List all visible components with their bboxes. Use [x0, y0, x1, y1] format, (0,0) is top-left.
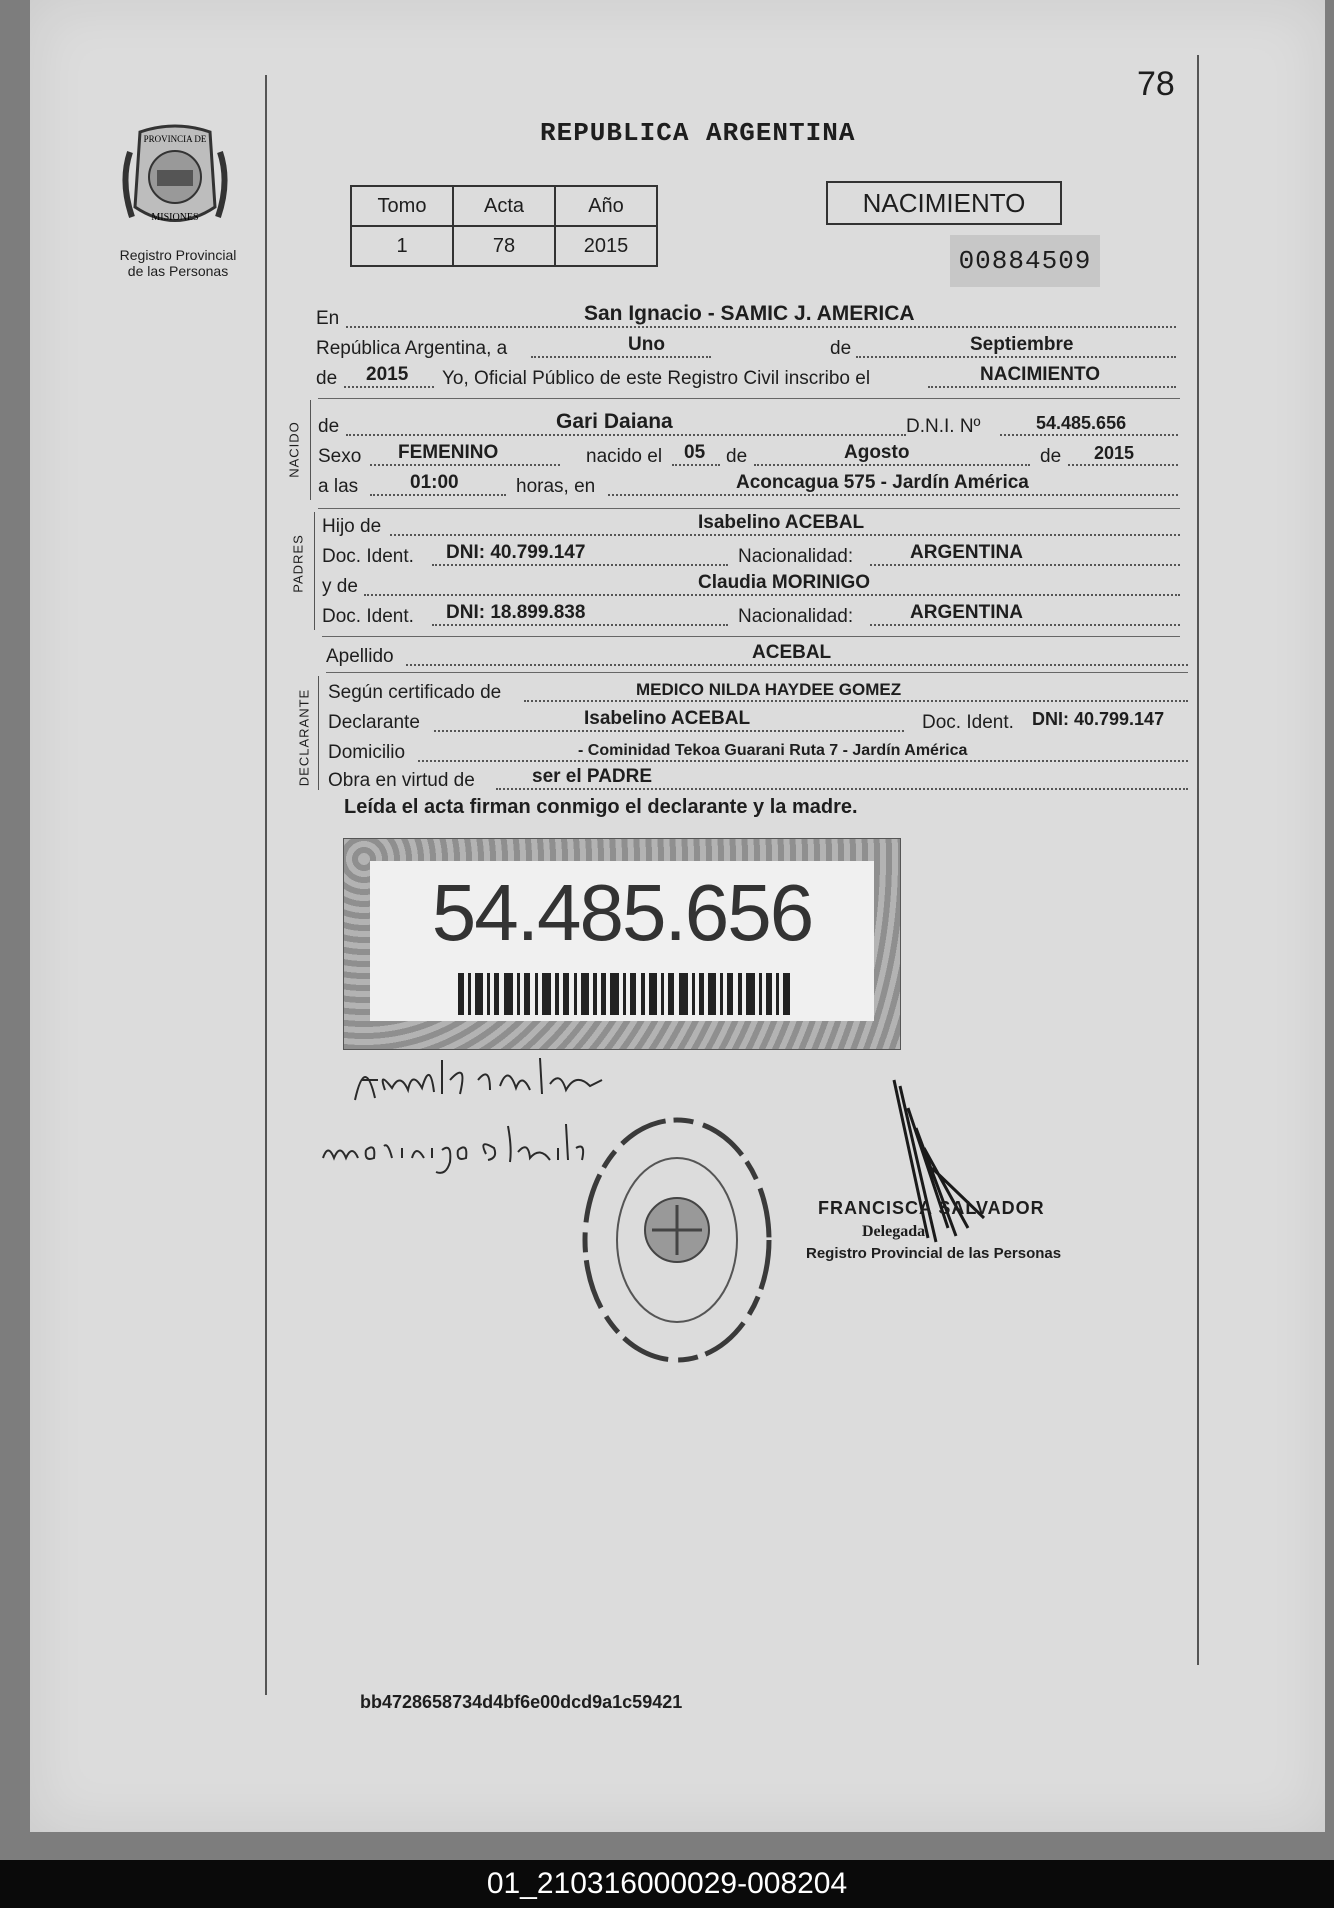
- declarante-bracket: [318, 676, 319, 790]
- row-obra: [328, 766, 1188, 792]
- de-label-2: de: [726, 446, 748, 467]
- registry-value-acta: 78: [453, 226, 555, 266]
- section-separator: [318, 508, 1180, 509]
- registry-header-acta: Acta: [453, 186, 555, 226]
- registry-value-row: [351, 226, 657, 266]
- footer-file-id: 01_210316000029-008204: [0, 1860, 1334, 1908]
- sticker-panel: [370, 861, 874, 1021]
- obra-value: ser el PADRE: [532, 766, 653, 787]
- row-domicilio: [328, 738, 1188, 764]
- republica-label: República Argentina, a: [316, 338, 508, 359]
- serial-number: 00884509: [950, 235, 1100, 287]
- day-value: Uno: [628, 334, 665, 355]
- row-hijo: [322, 512, 1180, 538]
- certificado-value: MEDICO NILDA HAYDEE GOMEZ: [636, 680, 902, 699]
- section-separator: [322, 636, 1180, 637]
- birth-day: 05: [684, 442, 706, 463]
- page-number: 78: [1137, 65, 1175, 103]
- right-margin-line: [1197, 55, 1199, 1665]
- official-role: Delegada: [862, 1223, 926, 1240]
- month-value: Septiembre: [970, 334, 1074, 355]
- declarante-value: Isabelino ACEBAL: [584, 708, 751, 729]
- birth-month: Agosto: [844, 442, 910, 463]
- a-las-label: a las: [318, 476, 359, 497]
- logo-caption-line2: de las Personas: [127, 263, 229, 279]
- father-name: Isabelino ACEBAL: [698, 512, 865, 533]
- registry-value-tomo: 1: [351, 226, 453, 266]
- father-nat-label: Nacionalidad:: [738, 546, 854, 567]
- row-en: [316, 304, 1180, 330]
- sexo-value: FEMENINO: [398, 442, 499, 463]
- official-name: FRANCISCA SALVADOR: [818, 1198, 1045, 1218]
- seal-text-bottom: MISIONES: [151, 212, 199, 223]
- province-seal-logo: [120, 122, 230, 242]
- signature-morinigo-claudia: [318, 1118, 598, 1178]
- page-title: REPUBLICA ARGENTINA: [540, 118, 856, 148]
- mother-doc-label: Doc. Ident.: [322, 606, 414, 627]
- en-label: En: [316, 308, 340, 329]
- sexo-label: Sexo: [318, 446, 362, 467]
- nacido-bracket: [310, 400, 311, 500]
- domicilio-label: Domicilio: [328, 742, 406, 763]
- row-mother-doc: [322, 602, 1180, 628]
- row-apellido: [326, 642, 1188, 668]
- birth-place: Aconcagua 575 - Jardín América: [736, 472, 1029, 493]
- record-type-box: NACIMIENTO: [826, 181, 1062, 225]
- father-nationality: ARGENTINA: [910, 542, 1023, 563]
- row-declarante: [328, 708, 1188, 734]
- year-value: 2015: [366, 364, 409, 385]
- document-hash: bb4728658734d4bf6e00dcd9a1c59421: [360, 1692, 683, 1712]
- declarante-section-label: DECLARANTE: [296, 688, 312, 787]
- row-nacido-name: [318, 412, 1180, 438]
- declarante-doc-value: DNI: 40.799.147: [1032, 709, 1165, 729]
- mother-doc: DNI: 18.899.838: [446, 602, 586, 623]
- registry-table: [350, 185, 658, 267]
- father-doc-label: Doc. Ident.: [322, 546, 414, 567]
- mother-nationality: ARGENTINA: [910, 602, 1023, 623]
- row-republica: [316, 334, 1180, 360]
- registry-value-anio: 2015: [555, 226, 657, 266]
- de-label: de: [830, 338, 852, 359]
- year-prefix-label: de: [316, 368, 338, 389]
- obra-label: Obra en virtud de: [328, 770, 475, 791]
- apellido-label: Apellido: [326, 646, 394, 667]
- padres-bracket: [314, 512, 315, 630]
- oficial-text: Yo, Oficial Público de este Registro Civil inscribo el: [442, 368, 871, 389]
- logo-caption-line1: Registro Provincial: [119, 247, 237, 263]
- nacido-section-label: NACIDO: [286, 421, 302, 478]
- de-label-3: de: [1040, 446, 1062, 467]
- birth-hour: 01:00: [410, 472, 459, 493]
- father-doc: DNI: 40.799.147: [446, 542, 586, 563]
- birth-year: 2015: [1094, 443, 1135, 463]
- mother-name: Claudia MORINIGO: [698, 572, 871, 593]
- registry-header-row: [351, 186, 657, 226]
- domicilio-value: - Cominidad Tekoa Guarani Ruta 7 - Jardín América: [578, 742, 968, 759]
- id-number-sticker: [343, 838, 901, 1050]
- section-separator: [326, 672, 1188, 673]
- nacido-el-label: nacido el: [586, 446, 663, 467]
- section-separator: [318, 398, 1180, 399]
- left-margin-line: [265, 75, 267, 1695]
- official-office: Registro Provincial de las Personas: [806, 1245, 1062, 1262]
- row-oficial: [316, 364, 1180, 390]
- registry-header-anio: Año: [555, 186, 657, 226]
- row-nacido-hora: [318, 472, 1180, 498]
- row-certificado: [328, 678, 1188, 704]
- registry-seal-stamp: [572, 1100, 782, 1380]
- y-de-label: y de: [322, 576, 358, 597]
- seal-text-top: PROVINCIA DE: [143, 134, 207, 144]
- mother-nat-label: Nacionalidad:: [738, 606, 854, 627]
- child-name: Gari Daiana: [556, 410, 673, 433]
- certificado-label: Según certificado de: [328, 682, 502, 703]
- inscribo-value: NACIMIENTO: [980, 364, 1100, 385]
- dni-label: D.N.I. Nº: [906, 416, 981, 437]
- registry-header-tomo: Tomo: [351, 186, 453, 226]
- nacido-de-label: de: [318, 416, 340, 437]
- sticker-id-number: 54.485.656: [431, 868, 813, 957]
- row-father-doc: [322, 542, 1180, 568]
- horas-label: horas, en: [516, 476, 596, 497]
- closing-statement: Leída el acta firman conmigo el declarante y la madre.: [344, 796, 858, 818]
- en-value: San Ignacio - SAMIC J. AMERICA: [584, 302, 915, 325]
- declarante-doc-label: Doc. Ident.: [922, 712, 1014, 733]
- signature-acebal-ysabelino: [350, 1050, 610, 1110]
- hijo-label: Hijo de: [322, 516, 382, 537]
- declarante-label: Declarante: [328, 712, 420, 733]
- barcode: [458, 973, 792, 1015]
- logo-caption: [103, 247, 253, 279]
- padres-section-label: PADRES: [290, 534, 306, 593]
- row-y-de: [322, 572, 1180, 598]
- apellido-value: ACEBAL: [752, 642, 832, 663]
- dotted-line: [531, 355, 711, 358]
- row-nacido-sexo: [318, 442, 1180, 468]
- child-dni: 54.485.656: [1036, 413, 1127, 433]
